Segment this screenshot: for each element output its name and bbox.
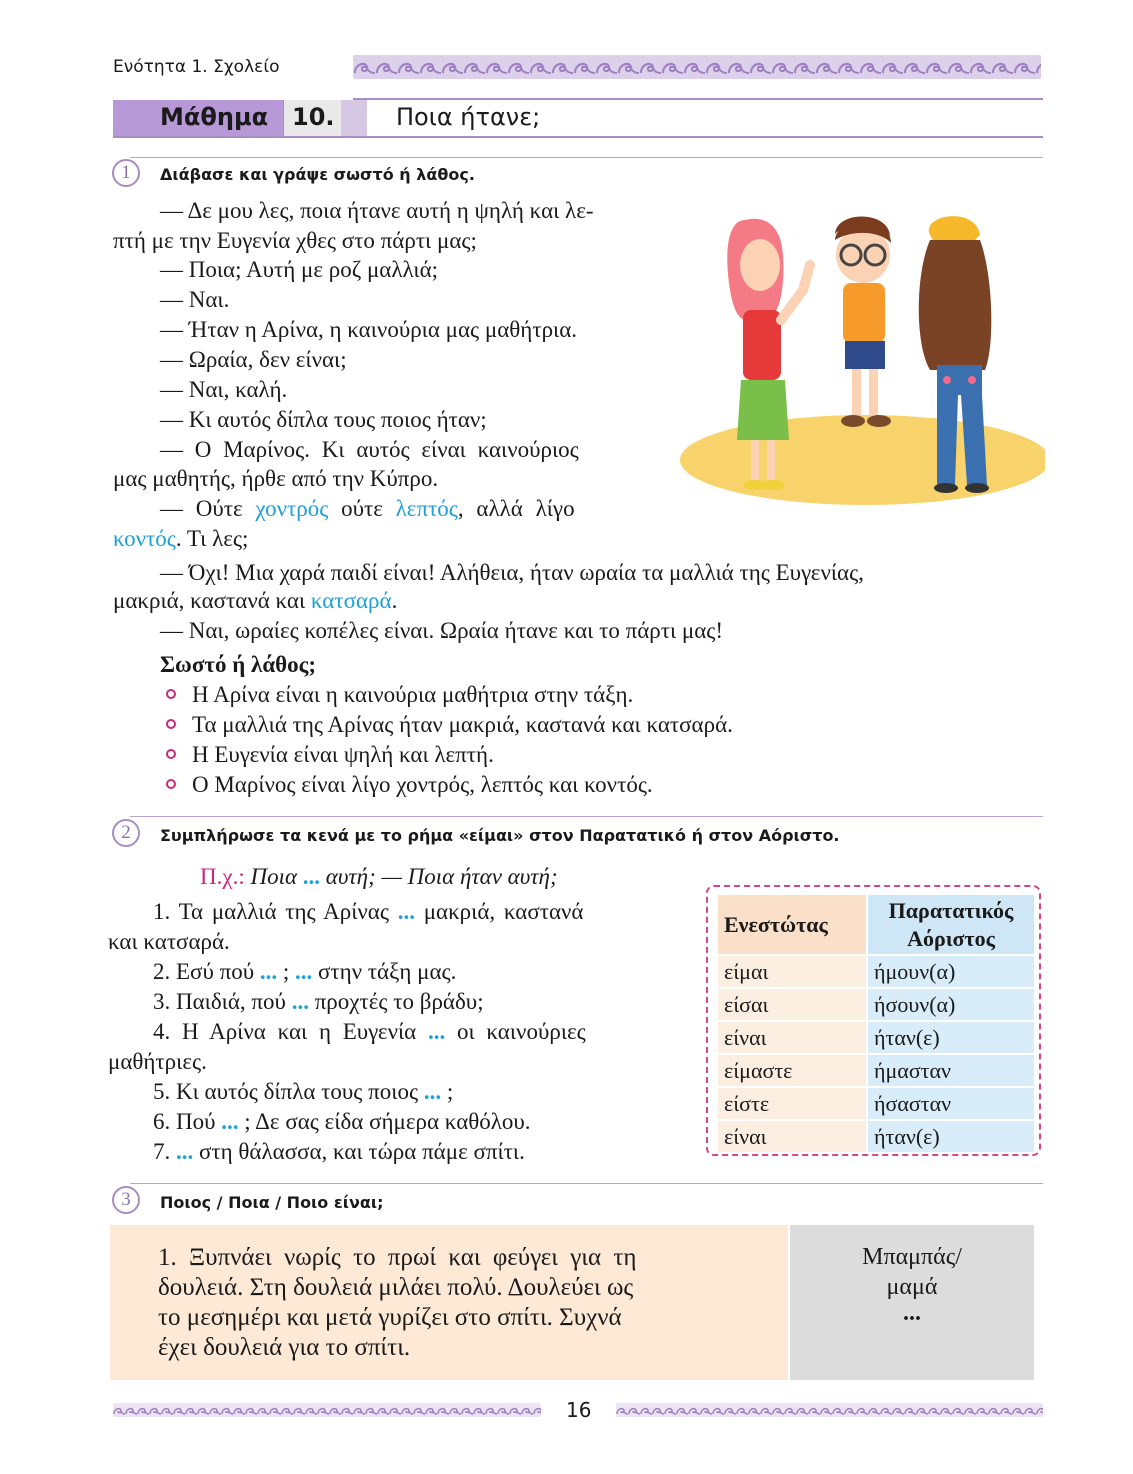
blank-dots: ...: [291, 989, 309, 1014]
table-cell-past: ήταν(ε): [868, 1121, 1034, 1152]
text-fragment: αυτή; — Ποια ήταν αυτή;: [320, 864, 558, 889]
text-fragment: προχτές το βράδυ;: [308, 989, 484, 1014]
dialogue-line: — Κι αυτός δίπλα τους ποιος ήταν;: [160, 407, 487, 432]
dialogue-line: — Δε μου λες, ποια ήτανε αυτή η ψηλή και λε-: [160, 198, 594, 223]
highlight-word: χοντρός: [255, 496, 329, 521]
decorative-wave-band-bottom-left: [113, 1403, 541, 1417]
bullet-icon: [166, 779, 176, 789]
table-cell-present: είμαι: [718, 956, 866, 987]
exercise3-text-line: το μεσημέρι και μετά γυρίζει στο σπίτι. Συχνά: [158, 1304, 622, 1331]
example-prefix: Π.χ.:: [200, 864, 251, 889]
question-title: Σωστό ή λάθος;: [160, 652, 317, 677]
table-header-imperfect: Παρατατικός: [888, 898, 1014, 923]
blank-dots: ...: [427, 1019, 446, 1044]
text-fragment: 6. Πού: [153, 1109, 222, 1134]
text-fragment: ούτε: [328, 496, 396, 521]
exercise3-text-line: έχει δουλειά για το σπίτι.: [158, 1334, 411, 1361]
dialogue-line: — Ναι, ωραίες κοπέλες είναι. Ωραία ήτανε και το πάρτι μας!: [160, 618, 724, 643]
answer-line: Μπαμπάς/: [862, 1244, 962, 1270]
exercise-item: [153, 899, 583, 925]
exercise-item: και κατσαρά.: [108, 929, 230, 954]
table-cell-present: είναι: [718, 1121, 866, 1152]
dialogue-line: — Ήταν η Αρίνα, η καινούρια μας μαθήτρια.: [160, 317, 578, 342]
highlight-word: κοντός: [113, 526, 176, 551]
text-fragment: .: [391, 588, 398, 613]
table-cell-past: ήταν(ε): [868, 1022, 1034, 1053]
bullet-icon: [166, 749, 176, 759]
exercise1-rule: [130, 157, 1043, 158]
table-cell-past: ήμασταν: [868, 1055, 1034, 1086]
exercise-item: [153, 1079, 453, 1105]
exercise-item: μαθήτριες.: [108, 1049, 207, 1074]
dialogue-line: — Ναι, καλή.: [160, 377, 288, 402]
blank-dots: ...: [302, 864, 321, 889]
text-fragment: στην τάξη μας.: [312, 959, 457, 984]
text-fragment: . Τι λες;: [175, 526, 249, 551]
text-fragment: 4. Η Αρίνα και η Ευγενία: [153, 1019, 428, 1044]
dialogue-line: μας μαθητής, ήρθε από την Κύπρο.: [113, 466, 439, 491]
text-fragment: μακριά, καστανά και: [113, 588, 311, 613]
text-fragment: στη θάλασσα, και τώρα πάμε σπίτι.: [193, 1139, 525, 1164]
text-fragment: — Ούτε: [160, 496, 256, 521]
dialogue-line: — Ποια; Αυτή με ροζ μαλλιά;: [160, 257, 439, 282]
floor-shadow: [680, 415, 1045, 505]
dialogue-line: [113, 526, 248, 552]
text-fragment: 7.: [153, 1139, 176, 1164]
exercise-item: [153, 1019, 586, 1045]
example-line: [200, 864, 558, 890]
boy-with-glasses: [835, 216, 891, 427]
unit-label: Ενότητα 1. Σχολείο: [113, 57, 280, 77]
bullet-icon: [166, 719, 176, 729]
exercise-item: [153, 959, 456, 985]
blank-dots: ...: [397, 899, 415, 924]
dialogue-line: — Ο Μαρίνος. Κι αυτός είναι καινούριος: [160, 437, 579, 462]
wave-pattern-icon: [353, 55, 1041, 79]
dialogue-line: — Ωραία, δεν είναι;: [160, 347, 347, 372]
exercise3-number-circle: 3: [112, 1186, 140, 1214]
table-cell-present: είστε: [718, 1088, 866, 1119]
dialogue-line: — Όχι! Μια χαρά παιδί είναι! Αλήθεια, ήταν ωραία τα μαλλιά της Ευγενίας,: [160, 560, 864, 585]
lesson-title: Ποια ήτανε;: [396, 103, 541, 131]
table-header-past: [868, 895, 1034, 954]
text-fragment: ;: [441, 1079, 454, 1104]
highlight-word: κατσαρά: [310, 588, 392, 613]
wave-pattern-icon: [113, 1403, 541, 1417]
text-fragment: 1. Τα μαλλιά της Αρίνας: [153, 899, 398, 924]
statement: Τα μαλλιά της Αρίνας ήταν μακριά, καστανά και κατσαρά.: [192, 712, 733, 737]
text-fragment: 2. Εσύ πού: [153, 959, 260, 984]
blank-dots: ...: [176, 1139, 194, 1164]
text-fragment: 3. Παιδιά, πού: [153, 989, 292, 1014]
page-number: 16: [566, 1398, 592, 1422]
table-cell-present: είμαστε: [718, 1055, 866, 1086]
answer-line: μαμά: [886, 1274, 938, 1300]
table-header-present: Ενεστώτας: [718, 895, 866, 954]
blank-dots: ...: [294, 959, 313, 984]
table-cell-past: ήμουν(α): [868, 956, 1034, 987]
answer-line: ...: [903, 1300, 921, 1326]
decorative-wave-band-bottom-right: [616, 1403, 1043, 1417]
text-fragment: , αλλά λίγο: [457, 496, 575, 521]
exercise3-rule: [130, 1183, 1043, 1184]
dialogue-line: [113, 588, 397, 614]
lesson-number: 10.: [292, 103, 335, 131]
blank-dots: ...: [259, 959, 278, 984]
table-cell-present: είσαι: [718, 989, 866, 1020]
blank-dots: ...: [221, 1109, 239, 1134]
wave-pattern-icon: [616, 1403, 1043, 1417]
exercise3-text-line: 1. Ξυπνάει νωρίς το πρωί και φεύγει για τη: [158, 1244, 637, 1271]
lesson-word: Μάθημα: [160, 103, 269, 131]
text-fragment: ;: [277, 959, 295, 984]
table-header-aorist: Αόριστος: [907, 926, 995, 951]
dialogue-line: [160, 496, 575, 522]
exercise2-number-circle: 2: [112, 819, 140, 847]
exercise1-title: Διάβασε και γράψε σωστό ή λάθος.: [160, 165, 475, 184]
statement: Η Ευγενία είναι ψηλή και λεπτή.: [192, 742, 494, 767]
dialogue-line: πτή με την Ευγενία χθες στο πάρτι μας;: [113, 228, 477, 253]
decorative-wave-band-top: [353, 55, 1041, 79]
text-fragment: Ποια: [250, 864, 303, 889]
exercise2-rule: [130, 816, 1043, 817]
exercise-item: [153, 1109, 531, 1135]
exercise-item: [153, 1139, 525, 1165]
text-fragment: ; Δε σας είδα σήμερα καθόλου.: [238, 1109, 531, 1134]
table-cell-past: ήσουν(α): [868, 989, 1034, 1020]
lesson-rule-bottom: [113, 136, 1043, 138]
exercise1-number-circle: 1: [112, 159, 140, 187]
exercise2-title: Συμπλήρωσε τα κενά με το ρήμα «είμαι» στον Παρατατικό ή στον Αόριστο.: [160, 826, 840, 845]
text-fragment: 5. Κι αυτός δίπλα τους ποιος: [153, 1079, 424, 1104]
table-cell-past: ήσασταν: [868, 1088, 1034, 1119]
text-fragment: οι καινούριες: [445, 1019, 586, 1044]
statement: Ο Μαρίνος είναι λίγο χοντρός, λεπτός και κοντός.: [192, 772, 653, 797]
children-illustration: [675, 195, 1045, 505]
exercise3-text-line: δουλειά. Στη δουλειά μιλάει πολύ. Δουλεύει ως: [158, 1274, 634, 1301]
table-cell-present: είναι: [718, 1022, 866, 1053]
exercise-item: [153, 989, 484, 1015]
statement: Η Αρίνα είναι η καινούρια μαθήτρια στην τάξη.: [192, 682, 634, 707]
text-fragment: μακριά, καστανά: [414, 899, 584, 924]
exercise3-title: Ποιος / Ποια / Ποιο είναι;: [160, 1193, 384, 1212]
header-rule: [353, 98, 1043, 100]
dialogue-line: — Ναι.: [160, 287, 230, 312]
bullet-icon: [166, 689, 176, 699]
lesson-separator: [341, 100, 367, 136]
highlight-word: λεπτός: [395, 496, 458, 521]
blank-dots: ...: [423, 1079, 442, 1104]
